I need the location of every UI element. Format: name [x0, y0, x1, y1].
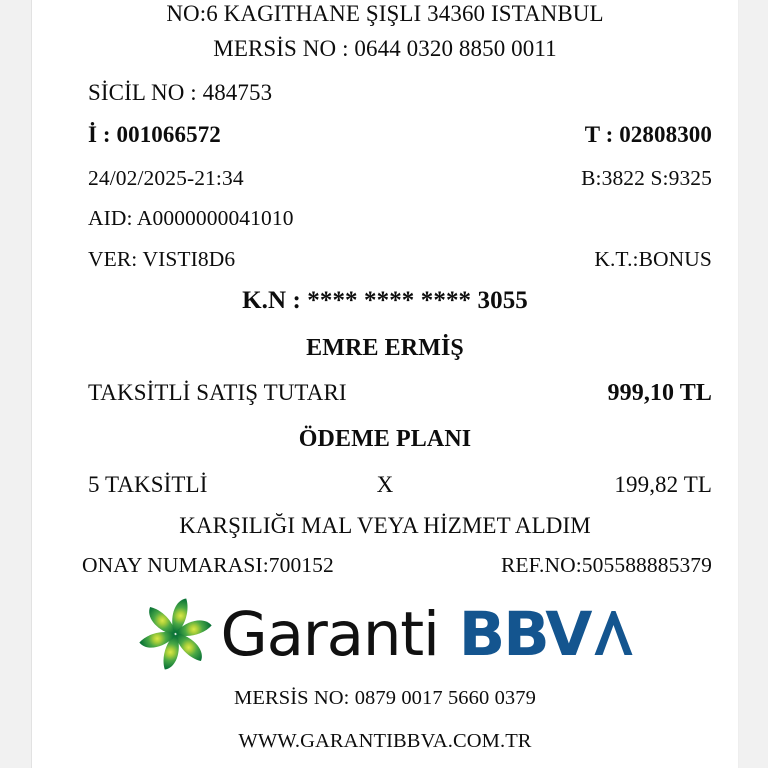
terminal-ids-row	[32, 123, 738, 146]
multiply-sign: X	[376, 472, 394, 497]
sicil-no: SİCİL NO : 484753	[88, 80, 273, 105]
merchant-address: NO:6 KAGITHANE ŞIŞLI 34360 ISTANBUL	[166, 1, 604, 26]
card-number-masked: K.N : **** **** **** 3055	[242, 287, 528, 314]
footer-website-row	[32, 731, 738, 752]
acknowledgement-row	[32, 514, 738, 537]
terminal-ids	[32, 123, 738, 146]
version-cardtype-row	[32, 249, 738, 271]
merchant-address-row	[32, 2, 738, 25]
card-type: K.T.:BONUS	[594, 247, 712, 271]
installment-amount: 199,82 TL	[614, 472, 712, 497]
terminal-no: T : 02808300	[584, 122, 712, 147]
footer-website: WWW.GARANTIBBVA.COM.TR	[238, 730, 532, 752]
footer-mersis-row	[32, 688, 738, 709]
transaction-datetime: 24/02/2025-21:34	[88, 166, 244, 190]
wordmark-garanti: Garanti	[220, 598, 439, 670]
page-gutter-right	[738, 0, 768, 768]
payment-plan-heading: ÖDEME PLANI	[298, 426, 472, 452]
batch-sequence: B:3822 S:9325	[581, 166, 712, 190]
garanti-clover-mark	[135, 593, 217, 675]
reference-number: REF.NO:505588885379	[500, 553, 712, 577]
footer-mersis-no: MERSİS NO: 0879 0017 5660 0379	[234, 687, 536, 709]
wordmark-bbva	[458, 598, 636, 670]
card-holder-name: EMRE ERMİŞ	[306, 335, 464, 361]
receipt-paper	[32, 0, 738, 768]
installment-count: 5 TAKSİTLİ	[88, 472, 208, 497]
payment-plan-detail	[32, 473, 738, 496]
mersis-no-row	[32, 37, 738, 60]
wordmark-bbva-prefix: BBV	[458, 598, 591, 670]
approval-number: ONAY NUMARASI:700152	[82, 553, 334, 577]
aid-value: AID: A0000000041010	[88, 206, 294, 230]
installment-total-amount: 999,10 TL	[607, 380, 712, 406]
garanti-bbva-wordmark	[220, 598, 636, 670]
version-cardtype	[32, 249, 738, 271]
isyeri-no: İ : 001066572	[88, 122, 221, 147]
payment-plan-detail-row	[32, 473, 738, 496]
installment-total-label: TAKSİTLİ SATIŞ TUTARI	[88, 380, 347, 405]
sicil-no-row	[32, 81, 738, 104]
acknowledgement-text: KARŞILIĞI MAL VEYA HİZMET ALDIM	[179, 513, 591, 538]
approval-reference-row	[32, 555, 738, 577]
installment-total	[32, 381, 738, 404]
app-version: VER: VISTI8D6	[88, 247, 236, 271]
approval-reference	[32, 555, 738, 577]
garanti-bbva-logo	[32, 588, 738, 680]
datetime-batch-row	[32, 168, 738, 190]
page-gutter-left	[0, 0, 32, 768]
datetime-batch	[32, 168, 738, 190]
aid-row	[32, 208, 738, 230]
installment-total-row	[32, 381, 738, 404]
payment-plan-heading-row	[32, 427, 738, 451]
bbva-chevron-a-icon	[591, 611, 635, 655]
card-number-row	[32, 288, 738, 313]
mersis-no: MERSİS NO : 0644 0320 8850 0011	[213, 36, 557, 61]
card-holder-row	[32, 336, 738, 360]
